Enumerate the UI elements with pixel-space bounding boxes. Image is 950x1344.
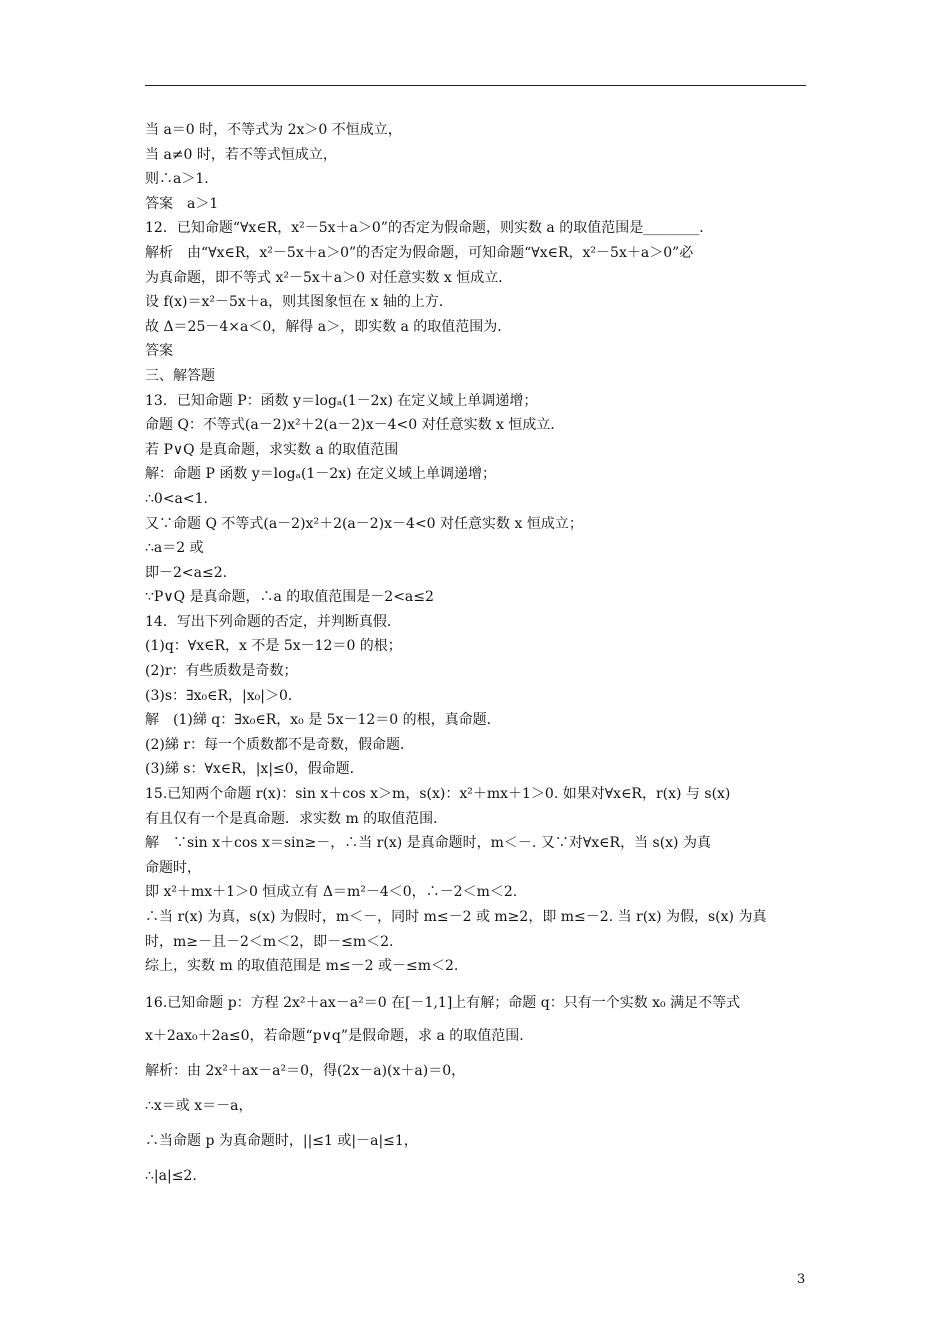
text-line: 解 (1)綈 q：∃x₀∈R，x₀ 是 5x－12＝0 的根，真命题． — [145, 712, 501, 729]
page-number: 3 — [797, 1272, 806, 1287]
answer-line: 答案 — [145, 343, 173, 360]
text-line: (1)q：∀x∈R，x 不是 5x－12＝0 的根； — [145, 638, 402, 655]
text-line: ∴|a|≤2. — [145, 1168, 197, 1185]
text-line: ∴0<a<1. — [145, 490, 208, 507]
text-line: 当 a≠0 时，若不等式恒成立， — [145, 146, 337, 163]
text-line: ∴当命题 p 为真命题时，||≤1 或|－a|≤1， — [145, 1133, 418, 1150]
text-line: 解 ∵sin x＋cos x＝sin≥－，∴当 r(x) 是真命题时，m＜－. 又∵对∀x∈R，当 s(x) 为真 — [145, 835, 711, 852]
question-14: 14．写出下列命题的否定，并判断真假． — [145, 613, 401, 630]
text-line: 当 a＝0 时，不等式为 2x＞0 不恒成立， — [145, 122, 402, 138]
text-line: 设 f(x)＝x²－5x＋a，则其图象恒在 x 轴的上方． — [145, 294, 453, 311]
text-line: 命题时， — [145, 859, 201, 876]
text-line: 则∴a＞1. — [145, 171, 209, 188]
text-line: (3)綈 s：∀x∈R，|x|≤0，假命题． — [145, 761, 364, 778]
text-line: 为真命题，即不等式 x²－5x＋a＞0 对任意实数 x 恒成立． — [145, 269, 513, 286]
text-line: x＋2ax₀＋2a≤0，若命题“p∨q”是假命题，求 a 的取值范围. — [145, 1028, 524, 1045]
text-line: (2)r：有些质数是奇数； — [145, 663, 298, 680]
question-15: 15.已知两个命题 r(x)：sin x＋cos x＞m，s(x)：x²＋mx＋1＞0. 如果对∀x∈R，r(x) 与 s(x) — [145, 786, 731, 803]
header-rule — [145, 85, 806, 86]
text-line: (2)綈 r：每一个质数都不是奇数，假命题． — [145, 736, 414, 753]
text-line: 综上，实数 m 的取值范围是 m≤－2 或－≤m＜2. — [145, 958, 459, 975]
section-heading: 三、解答题 — [145, 367, 215, 384]
text-line: 又∵命题 Q 不等式(a－2)x²＋2(a－2)x－4<0 对任意实数 x 恒成立； — [145, 515, 583, 532]
text-line: 命题 Q：不等式(a－2)x²＋2(a－2)x－4<0 对任意实数 x 恒成立． — [145, 417, 565, 434]
text-line: ∴x＝或 x＝－a， — [145, 1098, 253, 1115]
document-body — [145, 118, 815, 1194]
answer-line: 答案 a＞1 — [145, 195, 219, 212]
question-16: 16.已知命题 p：方程 2x²＋ax－a²＝0 在[－1,1]上有解；命题 q：只有一个实数 x₀ 满足不等式 — [145, 994, 741, 1011]
text-line: (3)s：∃x₀∈R，|x₀|＞0. — [145, 687, 293, 704]
question-12: 12．已知命题“∀x∈R，x²－5x＋a＞0”的否定为假命题，则实数 a 的取值范围是________． — [145, 220, 714, 237]
text-line: 即 x²＋mx＋1＞0 恒成立有 Δ＝m²－4＜0，∴－2＜m＜2. — [145, 884, 518, 901]
text-line: 即－2<a≤2. — [145, 564, 228, 581]
text-line: ∵P∨Q 是真命题，∴a 的取值范围是－2<a≤2 — [145, 589, 434, 606]
text-line: ∴当 r(x) 为真，s(x) 为假时，m＜－，同时 m≤－2 或 m≥2，即 m≤－2. 当 r(x) 为假，s(x) 为真 — [145, 909, 767, 925]
text-line: 故 Δ＝25－4×a＜0，解得 a＞，即实数 a 的取值范围为. — [145, 318, 502, 335]
text-line: 解：命题 P 函数 y＝logₐ(1－2x) 在定义域上单调递增； — [145, 466, 497, 483]
text-line: 有且仅有一个是真命题．求实数 m 的取值范围． — [145, 810, 448, 827]
text-line: 解析 由“∀x∈R，x²－5x＋a＞0”的否定为假命题，可知命题“∀x∈R，x²－5x＋a＞0”必 — [145, 244, 694, 261]
text-line: 若 P∨Q 是真命题，求实数 a 的取值范围 — [145, 441, 399, 458]
text-line: ∴a＝2 或 — [145, 540, 204, 557]
question-13: 13．已知命题 P：函数 y＝logₐ(1－2x) 在定义域上单调递增； — [145, 392, 538, 409]
text-line: 时，m≥－且－2＜m＜2，即－≤m＜2. — [145, 933, 394, 950]
text-line: 解析：由 2x²＋ax－a²＝0，得(2x－a)(x＋a)＝0， — [145, 1063, 466, 1080]
